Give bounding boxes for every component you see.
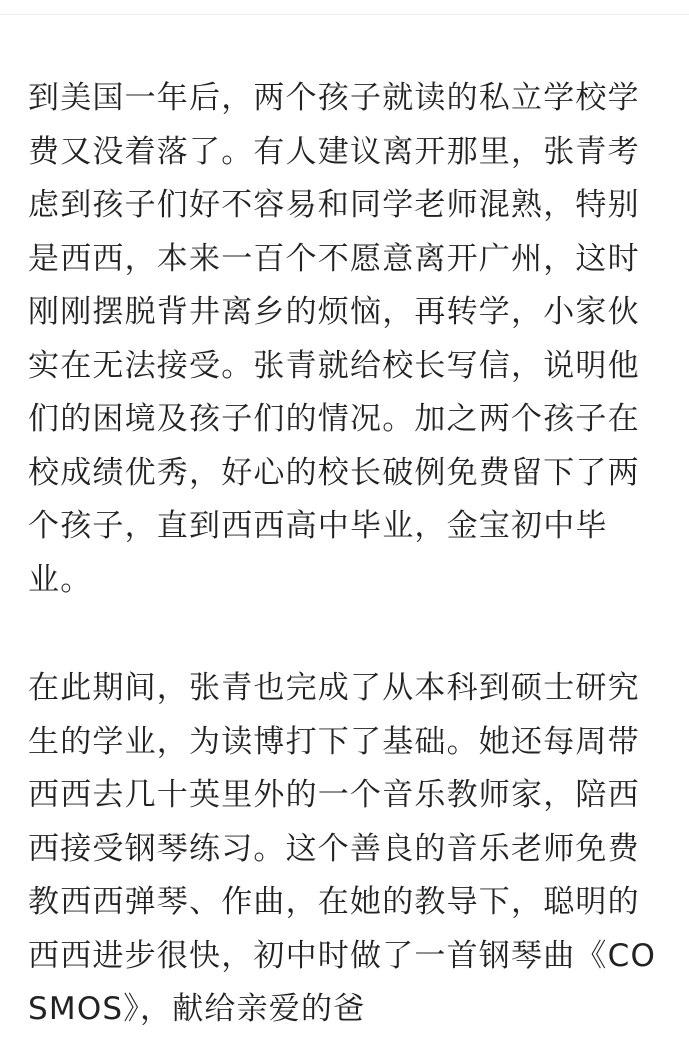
- top-divider: [0, 0, 689, 15]
- article-paragraph: 在此期间，张青也完成了从本科到硕士研究生的学业，为读博打下了基础。她还每周带西西去几十英里外的一个音乐教师家，陪西西接受钢琴练习。这个善良的音乐老师免费教西西弹琴、作曲，在她的教导下，聪明的西西进步很快，初中时做了一首钢琴曲《COSMOS》，献给亲爱的爸: [28, 670, 657, 1027]
- article-body: [28, 72, 668, 1037]
- article-paragraph: 到美国一年后，两个孩子就读的私立学校学费又没着落了。有人建议离开那里，张青考虑到孩子们好不容易和同学老师混熟，特别是西西，本来一百个不愿意离开广州，这时刚刚摆脱背井离乡的烦恼，再转学，小家伙实在无法接受。张青就给校长写信，说明他们的困境及孩子们的情况。加之两个孩子在校成绩优秀，好心的校长破例免费留下了两个孩子，直到西西高中毕业，金宝初中毕业。: [28, 80, 640, 598]
